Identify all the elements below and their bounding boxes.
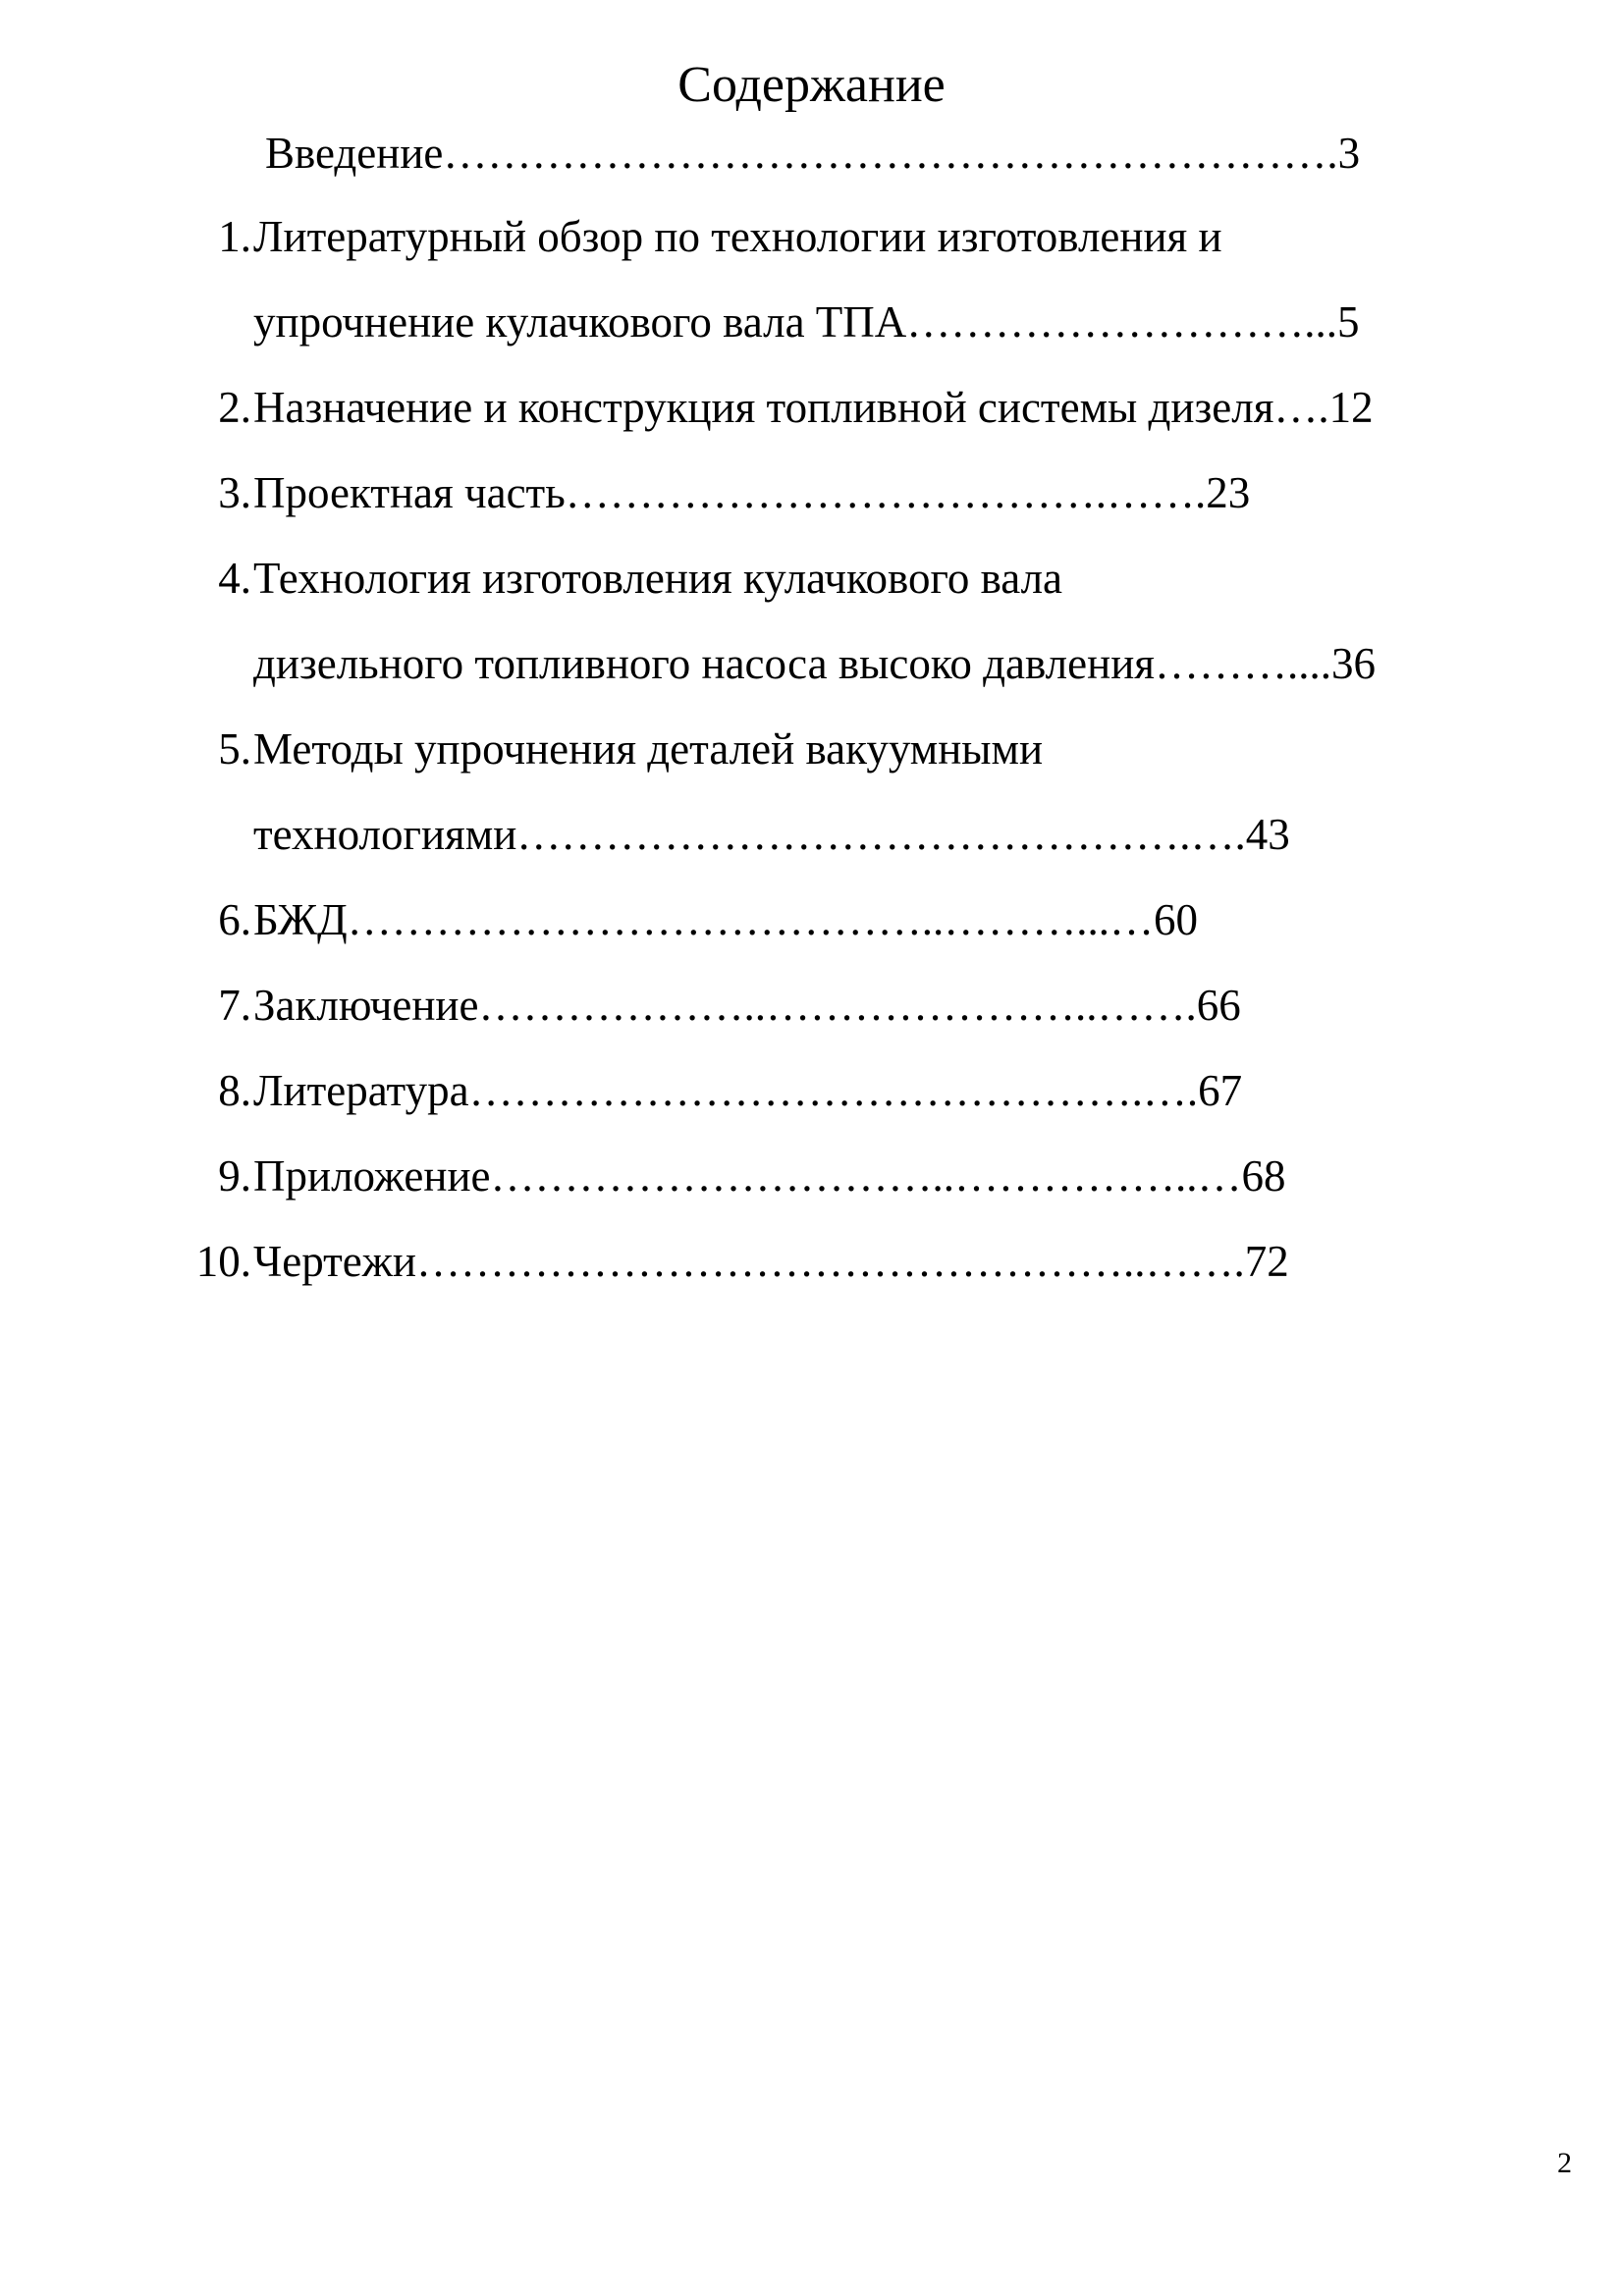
toc-entry-line: Проектная часть……………………………….…….23 <box>253 468 1251 517</box>
toc-entry-line: Литература……………………………………….….67 <box>253 1066 1243 1115</box>
toc-entry-number: 9. <box>218 1151 251 1201</box>
page-number: 2 <box>1557 2147 1572 2179</box>
toc-entry-number: 7. <box>218 981 251 1030</box>
toc-entry-line: Методы упрочнения деталей вакуумными <box>253 724 1044 774</box>
toc-entry-line: Назначение и конструкция топливной системы дизеля….12 <box>253 383 1374 432</box>
toc-entry-number: 6. <box>218 895 251 944</box>
toc-entry-line: Чертежи…………………………………………..…….72 <box>253 1237 1289 1286</box>
toc-entry-number: 4. <box>218 554 251 603</box>
toc-entry-line: упрочнение кулачкового вала ТПА………………………...5 <box>253 297 1360 347</box>
toc-entry-number: 10. <box>195 1237 251 1286</box>
toc-entry-line: Приложение…………………………..……………..…68 <box>253 1151 1286 1201</box>
toc-entry-number: 3. <box>218 468 251 517</box>
toc-title: Содержание <box>677 57 946 113</box>
toc-entry-line: дизельного топливного насоса высоко давления………....36 <box>253 639 1376 688</box>
toc-entry-number: 8. <box>218 1066 251 1115</box>
toc-entry-introduction: Введение…………………………………………………….3 <box>265 129 1361 178</box>
toc-entry-number: 5. <box>218 724 251 774</box>
toc-entry-line: Заключение………………..…………………..…….66 <box>253 981 1241 1030</box>
toc-entry-line: Литературный обзор по технологии изготовления и <box>253 212 1222 261</box>
toc-entry-line: Технология изготовления кулачкового вала <box>253 554 1063 603</box>
toc-entry-line: технологиями……………………………………….….43 <box>253 810 1290 859</box>
toc-entry-number: 1. <box>218 212 251 261</box>
toc-entry-line: БЖД…………………………………..………...…60 <box>253 895 1198 944</box>
toc-entry-number: 2. <box>218 383 251 432</box>
